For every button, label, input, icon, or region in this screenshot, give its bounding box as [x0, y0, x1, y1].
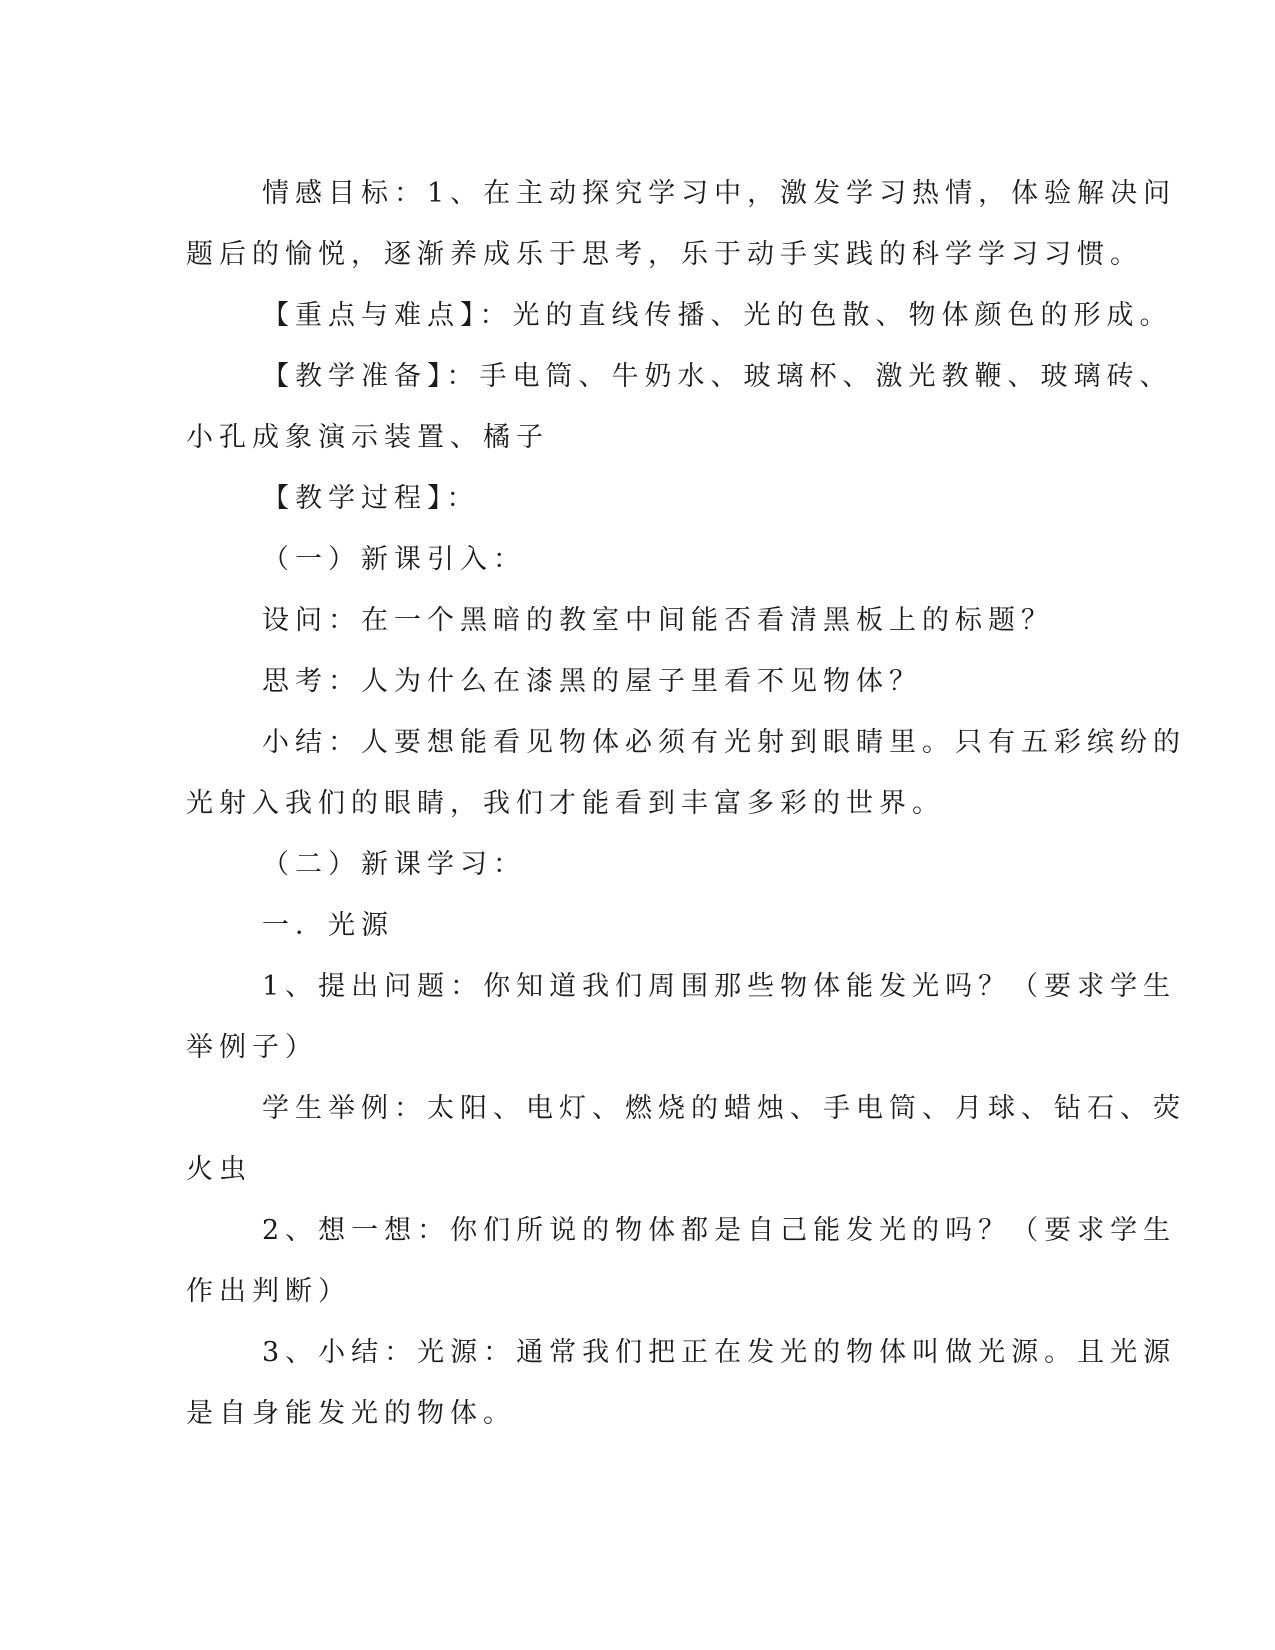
- text-line: 1、提出问题：你知道我们周围那些物体能发光吗？（要求学生: [262, 971, 1177, 1002]
- text-line: 【教学过程】：: [262, 483, 480, 514]
- text-line: 思考：人为什么在漆黑的屋子里看不见物体？: [262, 666, 922, 697]
- text-line: 小结：人要想能看见物体必须有光射到眼睛里。只有五彩缤纷的: [262, 727, 1186, 758]
- text-line: 一．光源: [262, 910, 394, 941]
- text-line: 【重点与难点】：光的直线传播、光的色散、物体颜色的形成。: [262, 300, 1173, 331]
- paragraph-conclusion: [186, 1322, 1177, 1444]
- paragraph-ask-question: [186, 956, 1177, 1078]
- paragraph-question: [186, 590, 1086, 651]
- text-line: 情感目标：1、在主动探究学习中，激发学习热情，体验解决问: [262, 178, 1177, 209]
- text-line: 题后的愉悦，逐渐养成乐于思考，乐于动手实践的科学学习习惯。: [186, 239, 1143, 270]
- paragraph-summary: [186, 712, 1186, 834]
- paragraph-teaching-process: [186, 468, 1086, 529]
- text-line: 小孔成象演示装置、橘子: [186, 422, 549, 453]
- paragraph-key-points: [186, 285, 1173, 346]
- paragraph-teaching-prep: [186, 346, 1173, 468]
- text-line: 3、小结：光源：通常我们把正在发光的物体叫做光源。且光源: [262, 1337, 1177, 1368]
- paragraph-student-examples: [186, 1078, 1186, 1200]
- text-line: 举例子）: [186, 1032, 318, 1063]
- paragraph-think: [186, 651, 1086, 712]
- text-line: 是自身能发光的物体。: [186, 1398, 516, 1429]
- text-line: （二）新课学习：: [262, 849, 526, 880]
- text-line: 火虫: [186, 1154, 252, 1185]
- paragraph-emotional-goal: [186, 163, 1177, 285]
- paragraph-heading-light-source: [186, 895, 1086, 956]
- text-line: 光射入我们的眼睛，我们才能看到丰富多彩的世界。: [186, 788, 945, 819]
- text-line: 【教学准备】：手电筒、牛奶水、玻璃杯、激光教鞭、玻璃砖、: [262, 361, 1173, 392]
- paragraph-section-intro: [186, 529, 1086, 590]
- text-line: 2、想一想：你们所说的物体都是自己能发光的吗？（要求学生: [262, 1215, 1177, 1246]
- text-line: （一）新课引入：: [262, 544, 526, 575]
- paragraph-think-again: [186, 1200, 1177, 1322]
- paragraph-section-new-lesson: [186, 834, 1086, 895]
- text-line: 设问：在一个黑暗的教室中间能否看清黑板上的标题？: [262, 605, 1054, 636]
- document-body: [186, 163, 1186, 1444]
- text-line: 作出判断）: [186, 1276, 351, 1307]
- text-line: 学生举例：太阳、电灯、燃烧的蜡烛、手电筒、月球、钻石、荧: [262, 1093, 1186, 1124]
